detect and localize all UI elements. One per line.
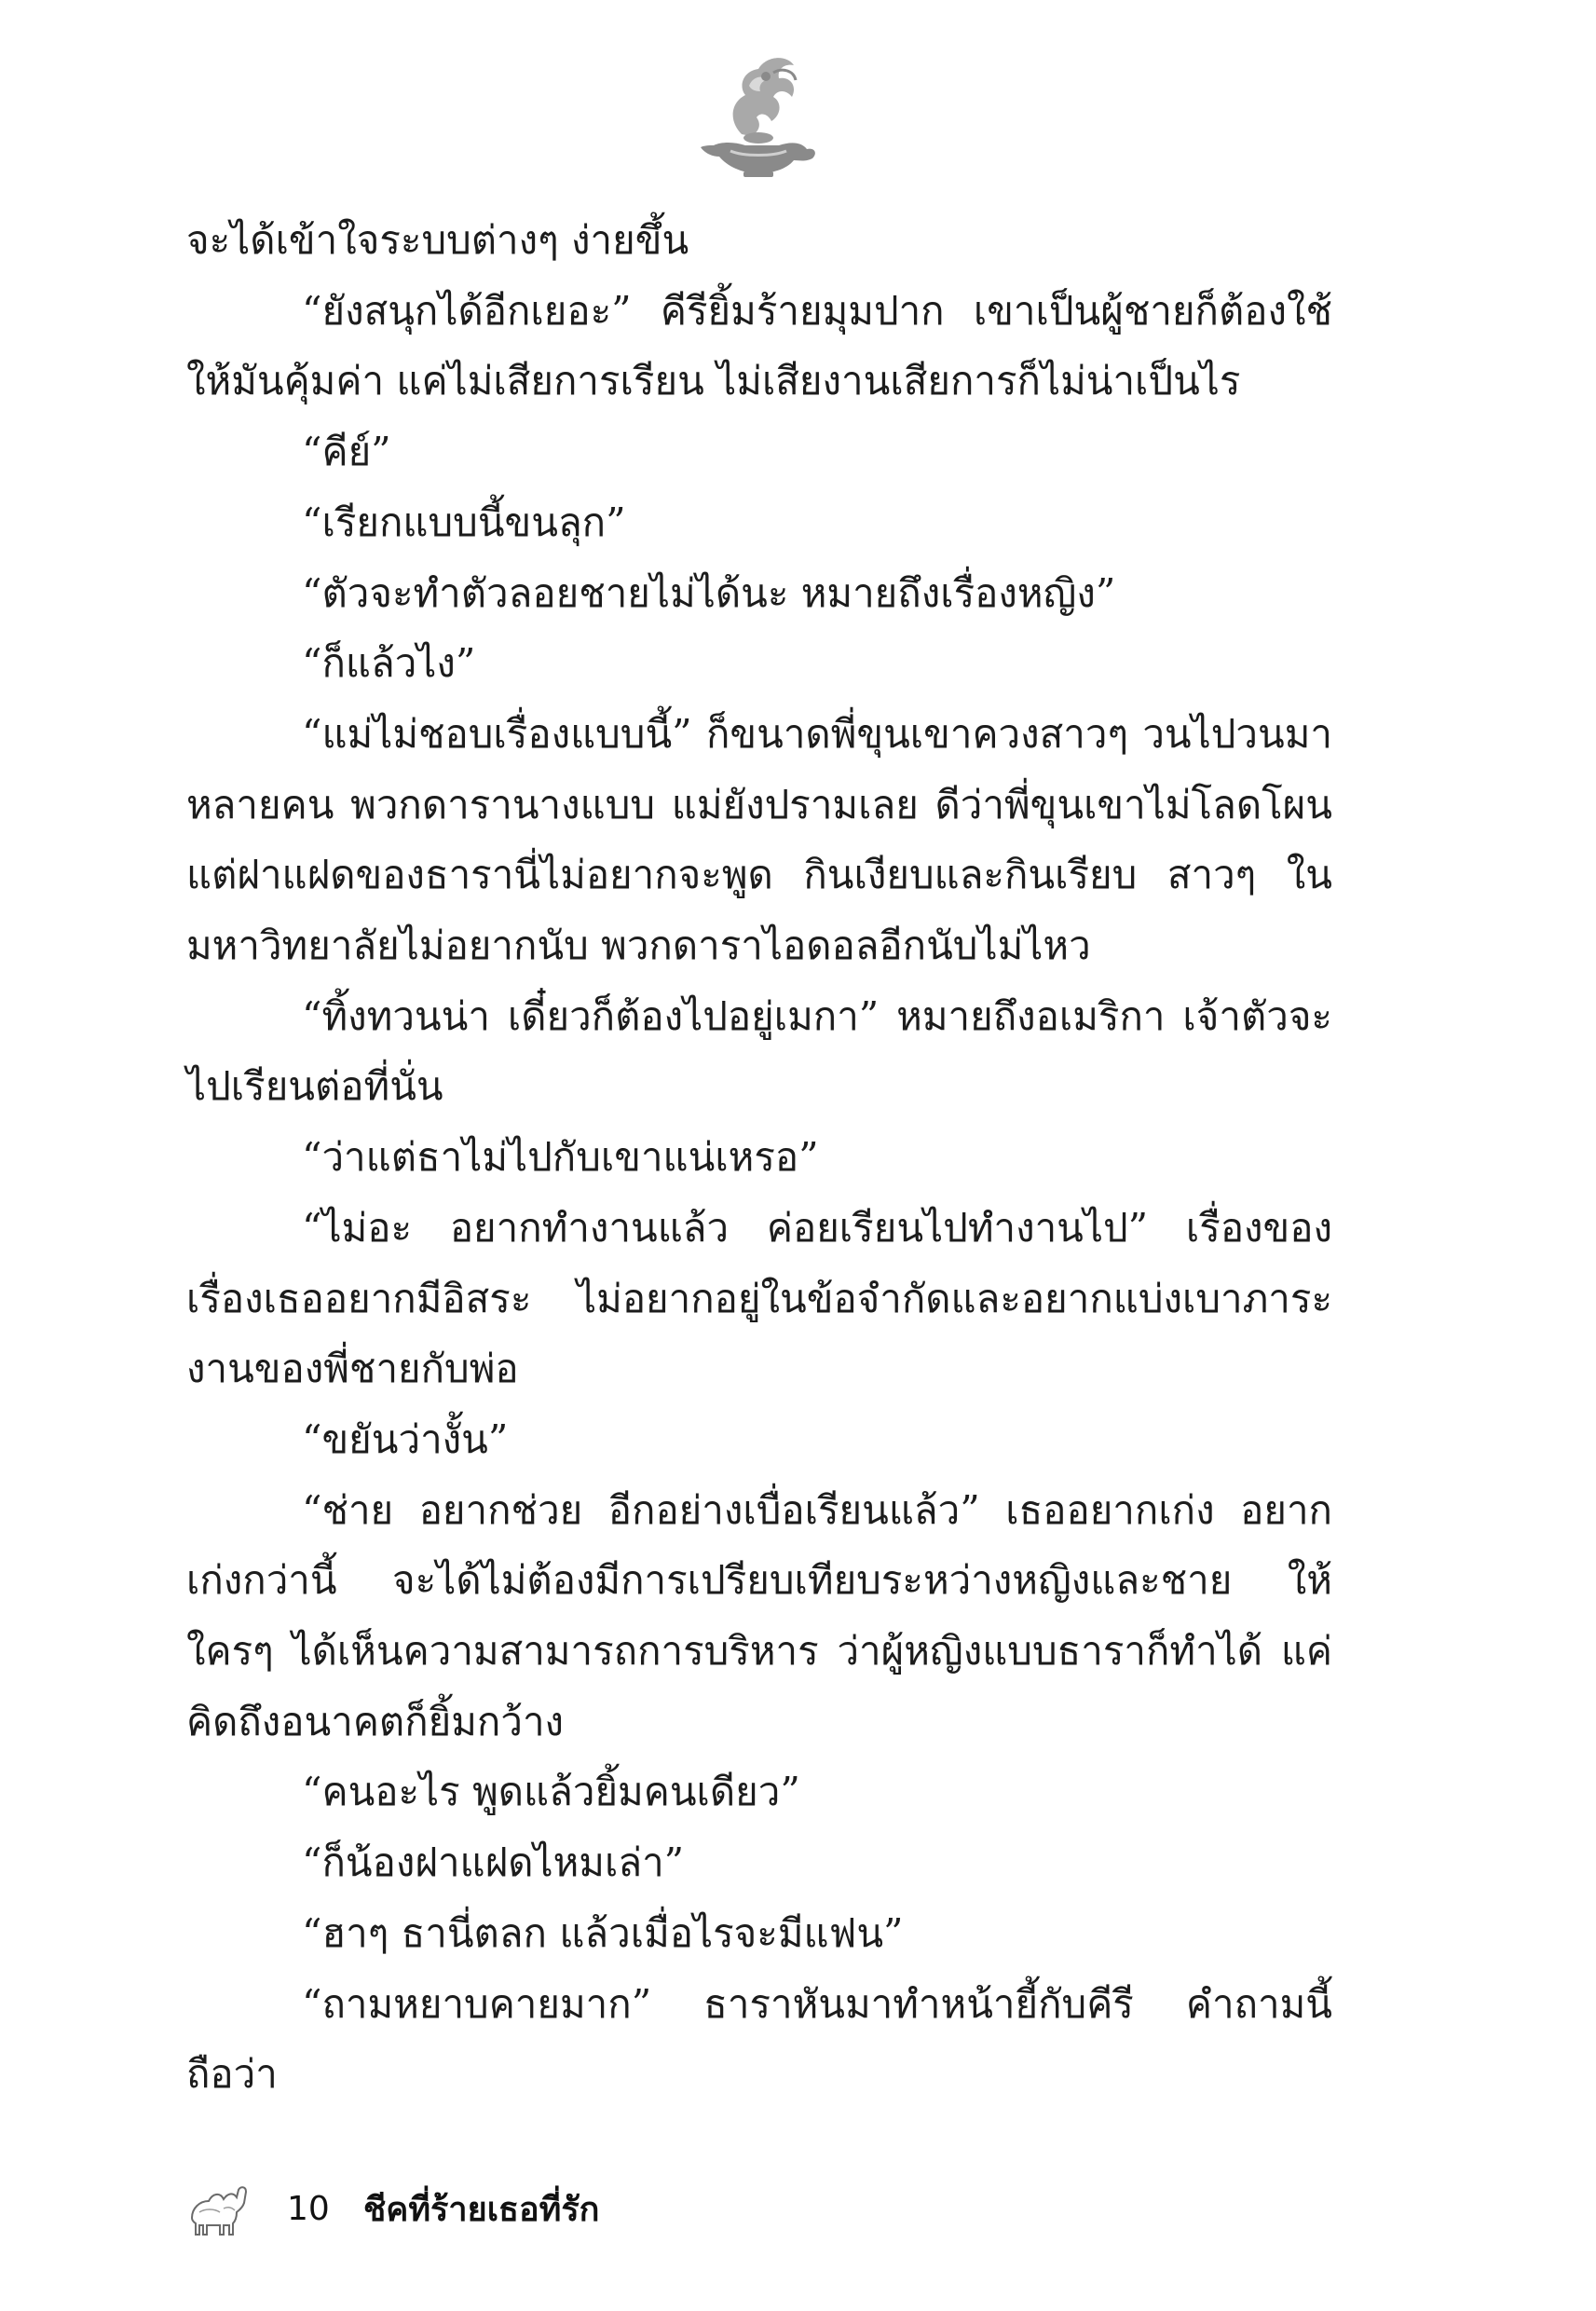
- genie-lamp-logo-icon: [693, 48, 820, 179]
- paragraph: “เรียกแบบนี้ขนลุก”: [302, 499, 626, 545]
- body-text: [186, 205, 1332, 2110]
- paragraph: “ก็น้องฝาแฝดไหมเล่า”: [302, 1839, 685, 1886]
- page-number: 10: [287, 2189, 330, 2228]
- paragraph: “ไม่อะ อยากทำงานแล้ว ค่อยเรียนไปทำงานไป” เรื่องของเรื่องเธออยากมีอิสระ ไม่อยากอยู่ในข้อจำกัดและอยากแบ่งเบาภาระงานของพี่ชายกับพ่อ: [186, 1204, 1332, 1392]
- paragraph: “ว่าแต่ธาไม่ไปกับเขาแน่เหรอ”: [302, 1134, 819, 1181]
- paragraph: “ทิ้งทวนน่า เดี๋ยวก็ต้องไปอยู่เมกา” หมายถึงอเมริกา เจ้าตัวจะไปเรียนต่อที่นั่น: [186, 992, 1332, 1110]
- paragraph: “ก็แล้วไง”: [302, 640, 476, 687]
- paragraph: “แม่ไม่ชอบเรื่องแบบนี้” ก็ขนาดพี่ขุนเขาควงสาวๆ วนไปวนมาหลายคน พวกดารานางแบบ แม่ยังปรามเลย ดีว่าพี่ขุนเขาไม่โลดโผน แต่ฝาแฝดของธารานี่ไม่อยากจะพูด กินเงียบและกินเรียบ สาวๆ ในมหาวิทยาลัยไม่อยากนับ พวกดาราไอดอลอีกนับไม่ไหว: [186, 710, 1332, 969]
- page-footer: [186, 2171, 1025, 2246]
- paragraph: “คีย์”: [302, 429, 391, 475]
- book-title: ชีคที่ร้ายเธอที่รัก: [362, 2190, 600, 2229]
- paragraph: “คนอะไร พูดแล้วยิ้มคนเดียว”: [302, 1769, 800, 1815]
- paragraph: “ขยันว่างั้น”: [302, 1415, 509, 1462]
- paragraph: “ถามหยาบคายมาก” ธาราหันมาทำหน้ายี้กับคีรี คำถามนี้ถือว่า: [186, 1980, 1332, 2098]
- camel-icon: [186, 2181, 250, 2236]
- paragraph: “ฮาๆ ธานี่ตลก แล้วเมื่อไรจะมีแฟน”: [302, 1909, 904, 1956]
- paragraph: “ช่าย อยากช่วย อีกอย่างเบื่อเรียนแล้ว” เธออยากเก่ง อยากเก่งกว่านี้ จะได้ไม่ต้องมีการเปรียบเทียบระหว่างหญิงและชาย ให้ใครๆ ได้เห็นความสามารถการบริหาร ว่าผู้หญิงแบบธาราก็ทำได้ แค่คิดถึงอนาคตก็ยิ้มกว้าง: [186, 1486, 1332, 1744]
- paragraph: “ยังสนุกได้อีกเยอะ” คีรียิ้มร้ายมุมปาก เขาเป็นผู้ชายก็ต้องใช้ให้มันคุ้มค่า แค่ไม่เสียการเรียน ไม่เสียงานเสียการก็ไม่น่าเป็นไร: [186, 287, 1332, 404]
- paragraph: จะได้เข้าใจระบบต่างๆ ง่ายขึ้น: [186, 217, 689, 263]
- paragraph: “ตัวจะทำตัวลอยชายไม่ได้นะ หมายถึงเรื่องหญิง”: [302, 569, 1116, 616]
